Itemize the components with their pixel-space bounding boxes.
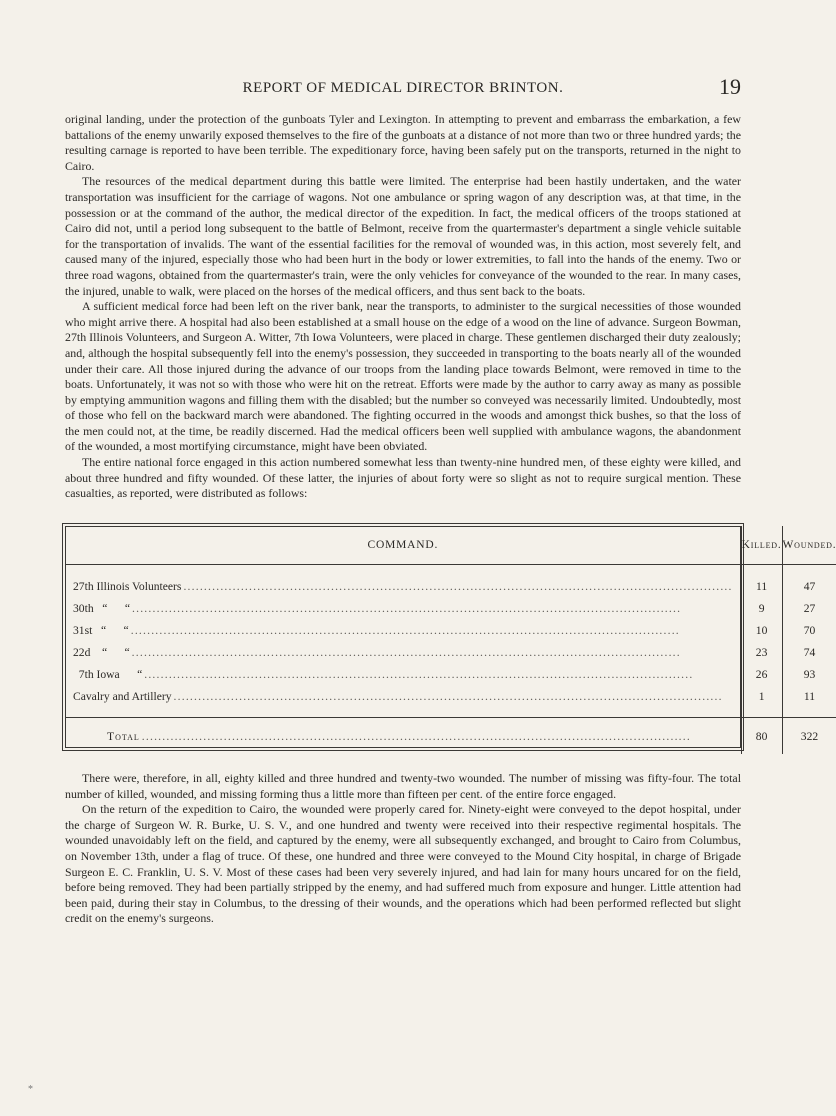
leader-dots: ...................................................................................................................................... — [141, 729, 691, 743]
leader-dots: ...................................................................................................................................... — [183, 579, 733, 593]
leader-dots: ...................................................................................................................................... — [130, 623, 680, 637]
body-text-continued — [65, 771, 741, 927]
row-killed: 10 — [741, 619, 782, 641]
row-wounded: 11 — [782, 685, 836, 718]
leader-dots: ...................................................................................................................................... — [131, 645, 681, 659]
row-killed: 9 — [741, 597, 782, 619]
table-total-row — [65, 718, 836, 755]
row-killed: 23 — [741, 641, 782, 663]
paragraph-5: There were, therefore, in all, eighty killed and three hundred and twenty-two wounded. The number of missing was fifty-four. The total number of killed, wounded, and missing forming thus a little more than fifteen per cent. of the entire force engaged. — [65, 771, 741, 801]
row-killed: 11 — [741, 565, 782, 598]
leader-dots: ...................................................................................................................................... — [173, 689, 723, 703]
row-wounded: 74 — [782, 641, 836, 663]
paragraph-1: original landing, under the protection of the gunboats Tyler and Lexington. In attempting to prevent and embarrass the embarkation, a few battalions of the enemy unwarily exposed themselves to the fire of the gunboats at a distance of not more than two or three hundred yards; the resulting carnage is reported to have been terrible. The expeditionary force, having been safely put on the transports, returned in the night to Cairo. — [65, 112, 741, 173]
row-command: 22d “ “ — [73, 645, 130, 659]
header-wounded: Wounded. — [782, 526, 836, 565]
casualty-table — [65, 526, 836, 754]
body-text — [65, 112, 741, 502]
paragraph-3: A sufficient medical force had been left on the river bank, near the transports, to administer to the surgical necessities of those wounded who might arrive there. A hospital had also been established at a small house on the edge of a wood on the line of advance. Surgeon Bowman, 27th Illinois Volunteers, and Surgeon A. Witter, 7th Iowa Volunteers, were placed in charge. These gentlemen discharged their duty zealously; and, although the hospital subsequently fell into the enemy's possession, they succeeded in transporting to the boats nearly all of the wounded under their care. All those injured during the advance of our troops from the landing place towards Belmont, were removed in time to the boats. Unfortunately, it was not so with those who were hit on the retreat. Efforts were made by the author to carry away as many as possible by emptying ammunition wagons and filling them with the disabled; but the number so conveyed was necessarily limited. Undoubtedly, most of those who fell on the backward march were abandoned. The fighting occurred in the woods and amongst thick bushes, so that the loss of the men could not, at the time, be readily discerned. Had the medical officers been well supplied with ambulance wagons, the abandonment of the wounded, a most mortifying circumstance, might have been obviated. — [65, 299, 741, 454]
page-number: 19 — [719, 74, 741, 99]
header-killed: Killed. — [741, 526, 782, 565]
footer-mark: * — [28, 1084, 33, 1095]
row-command: 30th “ “ — [73, 601, 130, 615]
table-row — [65, 597, 836, 619]
row-wounded: 70 — [782, 619, 836, 641]
paragraph-2: The resources of the medical department during this battle were limited. The enterprise had been hastily undertaken, and the water transportation was insufficient for the carriage of wagons. Not one ambulance or spring wagon of any description was, at that time, in the possession or at the command of the author, the medical director of the expedition. In fact, the medical officers of the troops stationed at Cairo did not, until a period long subsequent to the battle of Belmont, receive from the quartermaster's department a single vehicle suitable for the transportation of invalids. The want of the essential facilities for the removal of wounded was, in this action, most severely felt, and caused many of the injured, especially those who had been hurt in the body or lower extremities, to fall into the hands of the enemy. Two or three road wagons, obtained from the quartermaster's train, were the only vehicles for conveyance of the wounded to the rear. In many cases, the injured, unable to walk, were placed on the horses of the medical officers, and thus sent back to the boats. — [65, 174, 741, 298]
row-command: Cavalry and Artillery — [73, 689, 172, 703]
total-killed: 80 — [741, 718, 782, 755]
row-wounded: 27 — [782, 597, 836, 619]
row-command: 31st “ “ — [73, 623, 129, 637]
row-wounded: 47 — [782, 565, 836, 598]
total-label: Total — [107, 729, 140, 743]
table-row — [65, 663, 836, 685]
header-command: COMMAND. — [65, 526, 741, 565]
row-command: 27th Illinois Volunteers — [73, 579, 182, 593]
paragraph-6: On the return of the expedition to Cairo, the wounded were properly cared for. Ninety-eight were conveyed to the depot hospital, under the charge of Surgeon W. R. Burke, U. S. V., and one hundred and twenty were received into their respective regimental hospitals. The wounded unavoidably left on the field, and captured by the enemy, were all subsequently exchanged, and brought to Cairo from Columbus, on November 13th, under a flag of truce. Of these, one hundred and three were conveyed to the Mound City hospital, in charge of Brigade Surgeon E. C. Franklin, U. S. V. Most of these cases had been very severely injured, and had lain for many hours uncared for on the field, before being removed. They had been partially stripped by the enemy, and had suffered much from exposure and hunger. Little attention had been paid, during their stay in Columbus, to the dressing of their wounds, and the operations which had been performed reflected but slight credit on the enemy's surgeons. — [65, 802, 741, 926]
leader-dots: ...................................................................................................................................... — [132, 601, 682, 615]
leader-dots: ...................................................................................................................................... — [144, 667, 694, 681]
table-row — [65, 685, 836, 718]
row-killed: 1 — [741, 685, 782, 718]
table-header-row — [65, 526, 836, 565]
casualty-table-frame — [62, 523, 836, 751]
row-wounded: 93 — [782, 663, 836, 685]
total-wounded: 322 — [782, 718, 836, 755]
table-row — [65, 619, 836, 641]
table-row — [65, 565, 836, 598]
row-killed: 26 — [741, 663, 782, 685]
row-command: 7th Iowa “ — [73, 667, 143, 681]
page-header — [65, 72, 741, 102]
running-head: REPORT OF MEDICAL DIRECTOR BRINTON. — [242, 80, 564, 96]
paragraph-4: The entire national force engaged in this action numbered somewhat less than twenty-nine hundred men, of these eighty were killed, and about three hundred and fifty wounded. Of these latter, the injuries of about forty were so slight as not to require surgical mention. These casualties, as reported, were distributed as follows: — [65, 455, 741, 501]
table-row — [65, 641, 836, 663]
